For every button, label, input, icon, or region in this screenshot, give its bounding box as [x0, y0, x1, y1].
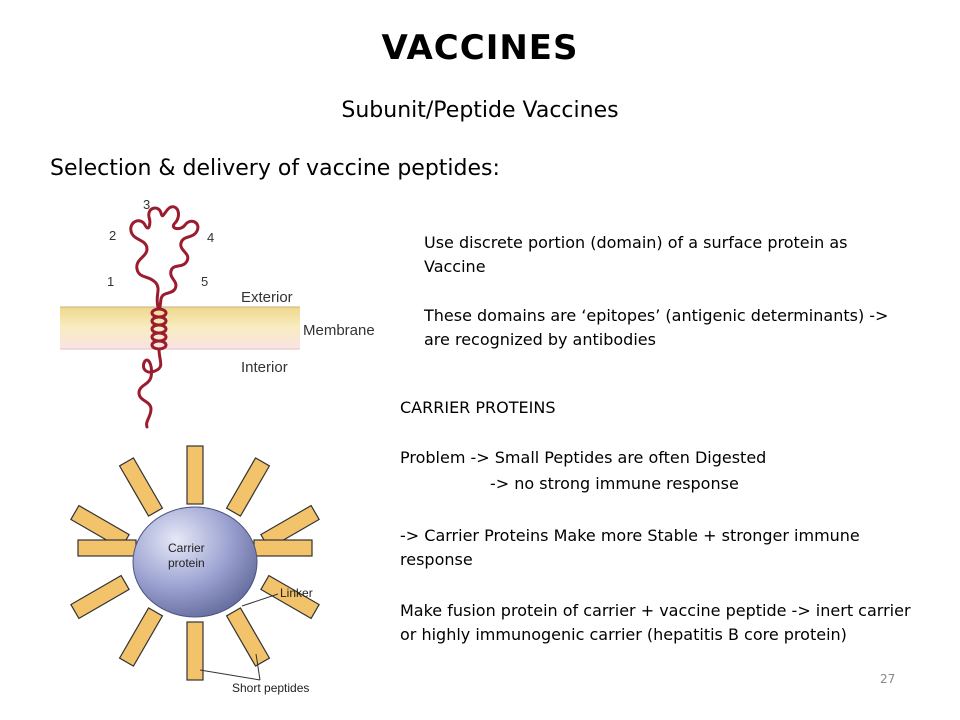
short-peptides-pointer-1 [200, 670, 260, 680]
label-interior: Interior [241, 359, 288, 376]
short-peptide [254, 540, 312, 556]
short-peptide [120, 608, 163, 666]
linker-pointer [242, 594, 278, 606]
domain-number-2: 2 [109, 228, 117, 243]
carrier-benefit-text: -> Carrier Proteins Make more Stable + stronger immune response [400, 526, 860, 569]
protein-chain-interior [139, 349, 161, 427]
short-peptide [120, 458, 163, 516]
fusion-protein-text: Make fusion protein of carrier + vaccine peptide -> inert carrier or highly immunogenic carrier (hepatitis B core protein) [400, 601, 911, 644]
protein-chain-exterior [131, 207, 198, 307]
short-peptide [227, 458, 270, 516]
carrier-protein-figure [50, 440, 350, 700]
membrane-band [60, 307, 300, 349]
domain-number-5: 5 [201, 274, 209, 289]
short-peptide [187, 446, 203, 504]
problem-line-2: -> no strong immune response [490, 474, 739, 493]
domain-number-4: 4 [207, 230, 215, 245]
epitope-description: These domains are ‘epitopes’ (antigenic determinants) -> are recognized by antibodies [424, 306, 889, 349]
label-carrier-line1: Carrier [168, 541, 205, 555]
label-short-peptides: Short peptides [232, 681, 310, 695]
domain-description: Use discrete portion (domain) of a surface protein as Vaccine [424, 233, 848, 276]
label-carrier-line2: protein [168, 556, 205, 570]
short-peptide [227, 608, 270, 666]
domain-number-1: 1 [107, 274, 115, 289]
short-peptide [187, 622, 203, 680]
carrier-proteins-heading: CARRIER PROTEINS [400, 398, 556, 417]
short-peptide [71, 576, 129, 619]
membrane-protein-figure [55, 195, 395, 430]
slide-title: VACCINES [381, 28, 579, 68]
problem-line-1: Problem -> Small Peptides are often Digested [400, 448, 767, 467]
label-exterior: Exterior [241, 289, 293, 306]
section-heading: Selection & delivery of vaccine peptides: [50, 156, 500, 181]
short-peptide [78, 540, 136, 556]
page-number: 27 [880, 672, 896, 686]
label-membrane: Membrane [303, 322, 375, 339]
domain-number-3: 3 [143, 197, 151, 212]
slide-subtitle: Subunit/Peptide Vaccines [341, 98, 619, 123]
label-linker: Linker [280, 586, 313, 600]
